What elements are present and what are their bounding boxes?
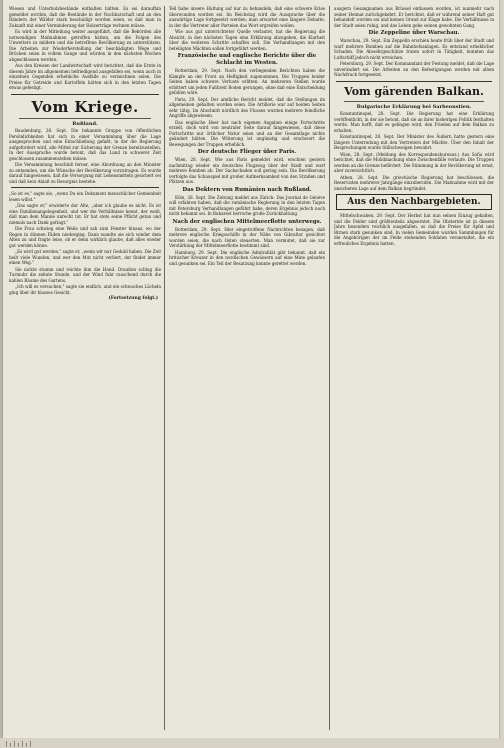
- column-rule: [164, 6, 165, 730]
- article-heading: Nach der englischen Mittelmeerflotte unterwegs.: [172, 218, 322, 225]
- article-paragraph: Petersburg, 29. Sept. Der Kommandant der Festung meldet, daß die Lage unverändert sei. Die Arbeiten an den Befestigungen werden mit allem Nachdruck fortgesetzt.: [334, 61, 494, 77]
- section-heading: Vom Kriege.: [31, 97, 139, 116]
- article-paragraph: Wien, 28. Sept. (Meldung des Korrespondenzbureaus.) Aus Sofia wird berichtet, daß die Mobilmachung ohne Zwischenfälle verlaufe. Die Truppen werden an die Grenze befördert. Die Stimmung in der Bevölkerung ist ernst, aber zuversichtlich.: [334, 151, 494, 173]
- section-heading-boxed: Aus den Nachbargebieten.: [336, 194, 492, 210]
- column-2: [169, 6, 325, 734]
- article-heading: Französische und englische Berichte über die Schlacht im Westen.: [177, 53, 317, 66]
- section-divider: [11, 187, 159, 188]
- article-paragraph: Warschau, 29. Sept. Ein Zeppelin erschien heute früh über der Stadt und warf mehrere Bomben auf die Bahnhofsanlagen. Es entstand erheblicher Schaden. Die Abwehrgeschütze traten sofort in Tätigkeit, konnten das Luftschiff jedoch nicht erreichen.: [334, 38, 494, 60]
- ruler-mark: [14, 741, 15, 747]
- story-paragraph: „Es wird gut werden," sagte er, „wenn wir nur Geduld haben. Die Zeit heilt viele Wunden, und wer den Mut nicht verliert, der findet immer einen Weg.": [9, 249, 161, 265]
- article-paragraph: Die Versammlung beschloß ferner, eine Abordnung an den Minister zu entsenden, um die Wünsche der Bevölkerung vorzutragen. Es wurde darauf hingewiesen, daß die Versorgung mit Lebensmitteln gesichert sei und daß kein Anlaß zu Besorgnis bestehe.: [9, 162, 161, 184]
- article-paragraph: Wiesen und Unterholzbestände enthalten hätten. Es sei daraufhin gemeldet worden, daß die Bestände in der Nachbarschaft und an den Rändern der Wälder stark beschädigt worden seien, so daß man in Zukunft mit einer Verminderung der Holzerträge rechnen müsse.: [9, 6, 161, 28]
- story-paragraph: „Ich will es versuchen," sagte sie endlich, und ein schwaches Lächeln ging über ihr blasses Gesicht.: [9, 284, 161, 295]
- story-paragraph: Sie nickte stumm und reichte ihm die Hand. Draußen schlug die Turmuhr die zehnte Stunde, und der Wind fuhr rauschend durch die kahlen Bäume des Gartens.: [9, 266, 161, 283]
- article-paragraph: Konstantinopel, 28. Sept. Der Minister des Äußern hatte gestern eine längere Unterredung mit den Vertretern der Mächte. Über den Inhalt der Besprechungen wurde Stillschweigen bewahrt.: [334, 134, 494, 150]
- column-3: [334, 6, 494, 734]
- article-paragraph: Das englische Heer hat nach eigenen Angaben einige Fortschritte erzielt, doch wird von neutraler Seite darauf hingewiesen, daß diese Fortschritte nur örtlicher Natur seien und an der Gesamtlage nichts geändert hätten. Die Witterung ist ungünstig und erschwert die Bewegungen der Truppen erheblich.: [169, 119, 325, 147]
- story-paragraph: „So ist es," sagte sie, „wenn Du ein Dokument menschlicher Gemeinheit lesen willst.": [9, 191, 161, 202]
- article-paragraph: Athen, 28. Sept. Die griechische Regierung hat beschlossen, die Reservisten mehrerer Jahrgänge einzuberufen. Die Maßnahme wird mit der unsicheren Lage auf dem Balkan begründet.: [334, 174, 494, 191]
- ruler-mark: [18, 743, 19, 747]
- column-rule: [329, 6, 330, 730]
- article-heading: Der deutsche Flieger über Paris.: [197, 149, 297, 155]
- article-paragraph: Rotterdam, 29. Sept. Hier eingetroffene Nachrichten besagen, daß mehrere englische Kriegsschiffe in der Nähe von Gibraltar gesichtet worden seien, die nach Osten steuerten. Man vermutet, daß sie zur Verstärkung der Mittelmeerflotte bestimmt sind.: [169, 226, 325, 248]
- divider: [344, 101, 484, 102]
- article-paragraph: Hamburg, 29. Sept. Die englische Admiralität gibt bekannt, daß ein britischer Kreuzer in den nordischen Gewässern auf eine Mine gelaufen und gesunken sei. Ein Teil der Besatzung konnte gerettet werden.: [169, 249, 325, 266]
- ruler-mark: [10, 743, 11, 747]
- article-paragraph: Es wird in der Mitteilung weiter ausgeführt, daß die Behörden alle notwendigen Maßnahmen getroffen hätten, um die Folgen des Unwetters zu mildern und die betroffene Bevölkerung zu unterstützen. Die Arbeiten zur Wiederherstellung der beschädigten Wege und Brücken seien in vollem Gange und würden in den nächsten Wochen abgeschlossen werden.: [9, 29, 161, 62]
- section-divider: [11, 94, 159, 95]
- ruler-mark: [6, 741, 7, 747]
- section-heading: Vom gärenden Balkan.: [344, 84, 484, 98]
- story-paragraph: „Das sagte er," erwiderte der Alte, „aber ich glaube es nicht. Es ist eine Familienangelegenheit, und wer die Verhältnisse kennt, der weiß, daß man dem Manne unrecht tut. Er hat stets seine Pflicht getan und niemals nach Dank gefragt.": [9, 203, 161, 225]
- scan-footer: [0, 738, 504, 748]
- subheading: Bulgarische Erklärung bei Sarbeonstien.: [356, 103, 472, 110]
- article-heading: Die Zeppeline über Warschau.: [368, 30, 460, 36]
- article-paragraph: Aus den Kreisen der Landwirtschaft wird berichtet, daß die Ernte in diesem Jahre im allgemeinen befriedigend ausgefallen sei, wenn auch in einzelnen Gegenden erhebliche Ausfälle zu verzeichnen seien. Die Preise für Getreide und Kartoffeln hätten sich in den letzten Tagen etwas gefestigt.: [9, 63, 161, 90]
- newspaper-page: [3, 0, 499, 738]
- article-paragraph: Wie aus gut unterrichteter Quelle verlautet, hat die Regierung die Absicht, in den nächsten Tagen eine Erklärung abzugeben, die Klarheit über die weiteren Schritte schaffen soll. Die Verhandlungen mit den beteiligten Mächten sollen fortgeführt werden.: [169, 29, 325, 51]
- divider: [19, 118, 151, 119]
- ruler-mark: [30, 741, 31, 747]
- article-paragraph: Köln, 28. Sept. Die Zeitung meldet aus Zürich: Das Journal de Genève will erfahren haben, daß die rumänische Regierung in den letzten Tagen mit Petersburg Verhandlungen geführt habe, deren Ergebnis jedoch noch nicht bekannt sei. In Bukarest herrsche große Zurückhaltung.: [169, 194, 325, 216]
- article-paragraph: Paris, 29. Sept. Der amtliche Bericht meldet, daß die Stellungen im allgemeinen gehalten worden seien. Die Artillerie war auf beiden Seiten sehr tätig. Im Abschnitt nördlich des Flusses wurden mehrere feindliche Angriffe abgewiesen.: [169, 96, 325, 118]
- article-paragraph: Mittelschwaben, 29. Sept. Der Herbst hat nun seinen Einzug gehalten, und die Felder sind größtenteils abgeerntet. Die Obsternte ist in diesem Jahre besonders reichlich ausgefallen, so daß die Preise für Äpfel und Birnen stark gesunken sind. In vielen Gemeinden wurden Sammlungen für die Angehörigen der im Felde stehenden Soldaten veranstaltet, die ein erfreuliches Ergebnis hatten.: [334, 213, 494, 246]
- article-paragraph: Wien, 28. Sept. Wie aus Paris gemeldet wird, erschien gestern nachmittag wieder ein deutsches Flugzeug über der Stadt und warf mehrere Bomben ab. Der Sachschaden soll gering sein. Die Bevölkerung verfolgte das Schauspiel mit großer Aufmerksamkeit von den Straßen und Plätzen aus.: [169, 157, 325, 184]
- column-1: [9, 6, 161, 734]
- subheading: Rußland.: [72, 120, 98, 127]
- ruler-mark: [22, 741, 23, 747]
- section-divider: [336, 81, 492, 82]
- ruler-mark: [26, 743, 27, 747]
- article-paragraph: Baudenburg, 26. Sept. Die bekannte Gruppe von öffentlichen Persönlichkeiten hat sich in einer Versammlung über die Lage ausgesprochen und eine Entschließung gefaßt, in der die Regierung aufgefordert wird, alle Mittel zur Sicherung der Grenze bereitzustellen. In der Aussprache wurde betont, daß das Land in schwerer Zeit geschlossen zusammenstehen müsse.: [9, 128, 161, 161]
- article-heading: Das Doktern von Rumänien nach Rußland.: [182, 186, 312, 193]
- article-paragraph: Rotterdam, 29. Sept. Nach den vorliegenden Berichten haben die Kämpfe an der Front an Heftigkeit zugenommen. Die Truppen beider Seiten haben schwere Verluste erlitten. An mehreren Stellen wurde erbittert um jeden Fußbreit Boden gerungen, ohne daß eine Entscheidung gefallen wäre.: [169, 68, 325, 95]
- article-paragraph: ausgern Gesangnamen aus Brüssel entlassen worden, ist nunmehr nach seiner Heimat zurückgekehrt. Er berichtet, daß er während seiner Haft gut behandelt worden sei und keinen Grund zur Klage habe. Die Verhältnisse in der Stadt seien ruhig, und das Leben gehe seinen gewohnten Gang.: [334, 6, 494, 28]
- continuation-note: (Fortsetzung folgt.): [108, 296, 158, 301]
- article-paragraph: Teil habe unsere Haltung auf nur zu behandeln, daß eine schwere Krise überwunden worden sei. Im Reichstag wird die Aussprache über die auswärtige Lage fortgesetzt werden; man erwartet eine längere Debatte, in der die Vertreter aller Parteien das Wort ergreifen wollen.: [169, 6, 325, 28]
- story-paragraph: Die Frau schwieg eine Weile und sah zum Fenster hinaus, wo der Regen in dünnen Fäden niederging. Dann wandte sie sich wieder dem Alten zu und fragte leise, ob er denn wirklich glaube, daß alles wieder gut werden könne.: [9, 226, 161, 248]
- article-paragraph: Konstantinopel, 28. Sept. Die Regierung hat eine Erklärung veröffentlicht, in der sie betont, daß sie an ihrer bisherigen Politik festhalten werde. Man hofft, daß es gelingen wird, den Frieden auf dem Balkan zu erhalten.: [334, 111, 494, 133]
